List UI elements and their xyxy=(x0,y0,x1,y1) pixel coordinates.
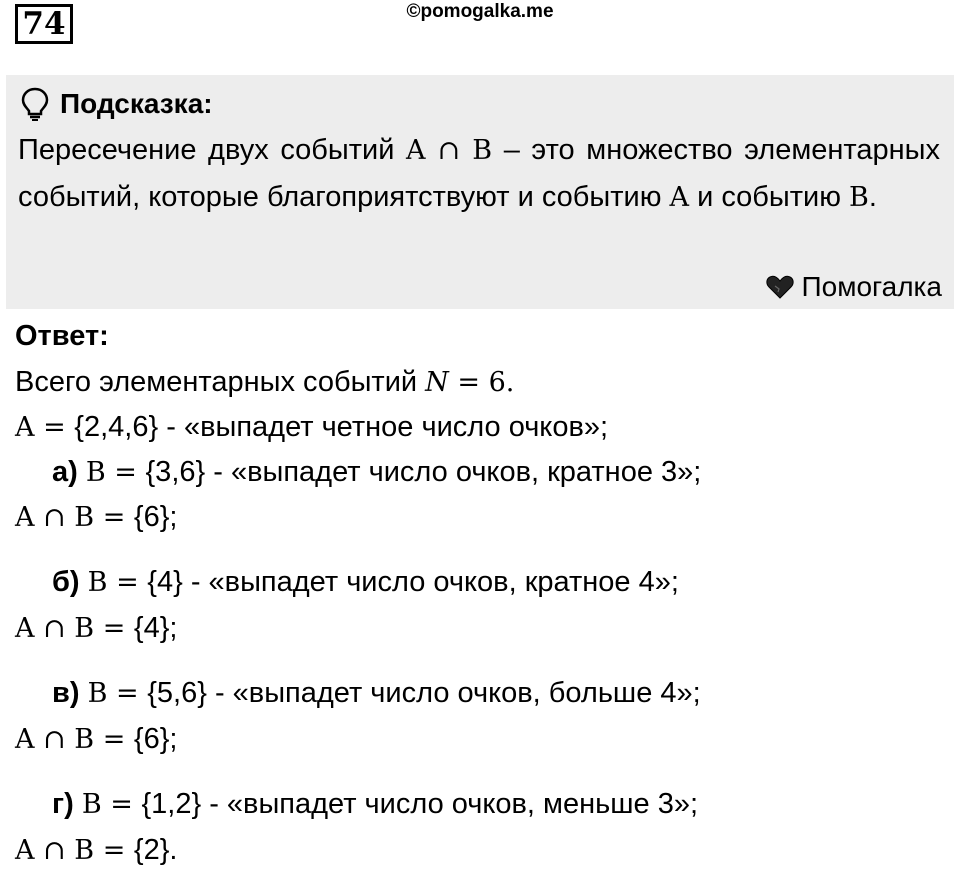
hint-box xyxy=(6,75,954,309)
part-v-b xyxy=(52,671,701,715)
intersection-lhs: A ∩ B = xyxy=(15,724,134,755)
part-label: а) xyxy=(52,456,78,488)
intersection-lhs: A ∩ B = xyxy=(15,835,134,866)
hint-event-b: B xyxy=(849,182,869,213)
watermark: ©pomogalka.me xyxy=(406,1,554,22)
part-label: г) xyxy=(52,788,74,820)
part-b-intersection xyxy=(15,606,177,650)
hint-title xyxy=(20,87,213,121)
part-g-intersection xyxy=(15,828,177,872)
part-g-b xyxy=(52,782,698,826)
answer-total-text: Всего элементарных событий xyxy=(15,366,426,398)
set-b-text: {5,6} - «выпадет число очков, больше 4»; xyxy=(147,677,701,709)
intersection-lhs: A ∩ B = xyxy=(15,613,134,644)
hint-text-part: . xyxy=(868,181,877,213)
hint-title-text: Подсказка: xyxy=(60,88,213,119)
set-b-lhs: B = xyxy=(87,678,148,709)
intersection-text: {4}; xyxy=(133,612,178,644)
hint-text-part: – это множество элементарных событий, которые благоприятствуют и событию xyxy=(18,134,940,213)
part-label: б) xyxy=(52,566,80,598)
hint-text xyxy=(18,127,940,221)
set-a-text: {2,4,6} - «выпадет четное число очков»; xyxy=(74,411,609,443)
task-number: 74 xyxy=(15,4,73,44)
hint-text-part: Пересечение двух событий xyxy=(18,134,406,166)
answer-total-var: N xyxy=(425,367,449,398)
hint-event-a: A xyxy=(669,182,690,213)
set-b-text: {3,6} - «выпадет число очков, кратное 3»; xyxy=(145,456,702,488)
intersection-lhs: A ∩ B = xyxy=(15,502,134,533)
heart-icon xyxy=(766,275,794,299)
answer-set-a xyxy=(15,405,608,449)
hint-text-part: и событию xyxy=(689,181,850,213)
lightbulb-icon xyxy=(20,87,50,121)
intersection-text: {6}; xyxy=(133,501,178,533)
set-b-lhs: B = xyxy=(85,457,146,488)
set-b-lhs: B = xyxy=(81,789,142,820)
part-v-intersection xyxy=(15,717,177,761)
credit-text: Помогалка xyxy=(801,271,942,302)
credit xyxy=(766,269,942,305)
intersection-text: {6}; xyxy=(133,723,178,755)
set-b-text: {1,2} - «выпадет число очков, меньше 3»; xyxy=(141,788,699,820)
part-b-b xyxy=(52,560,679,604)
set-b-lhs: B = xyxy=(87,567,148,598)
answer-total-math: = 6. xyxy=(448,367,515,398)
set-a-lhs: A = xyxy=(15,412,75,443)
answer-title: Ответ: xyxy=(15,320,109,352)
part-a-intersection xyxy=(15,495,177,539)
answer-total xyxy=(15,360,514,404)
hint-formula: A ∩ B xyxy=(405,135,493,166)
part-label: в) xyxy=(52,677,80,709)
set-b-text: {4} - «выпадет число очков, кратное 4»; xyxy=(147,566,679,598)
part-a-b xyxy=(52,450,701,494)
intersection-text: {2}. xyxy=(133,834,178,866)
